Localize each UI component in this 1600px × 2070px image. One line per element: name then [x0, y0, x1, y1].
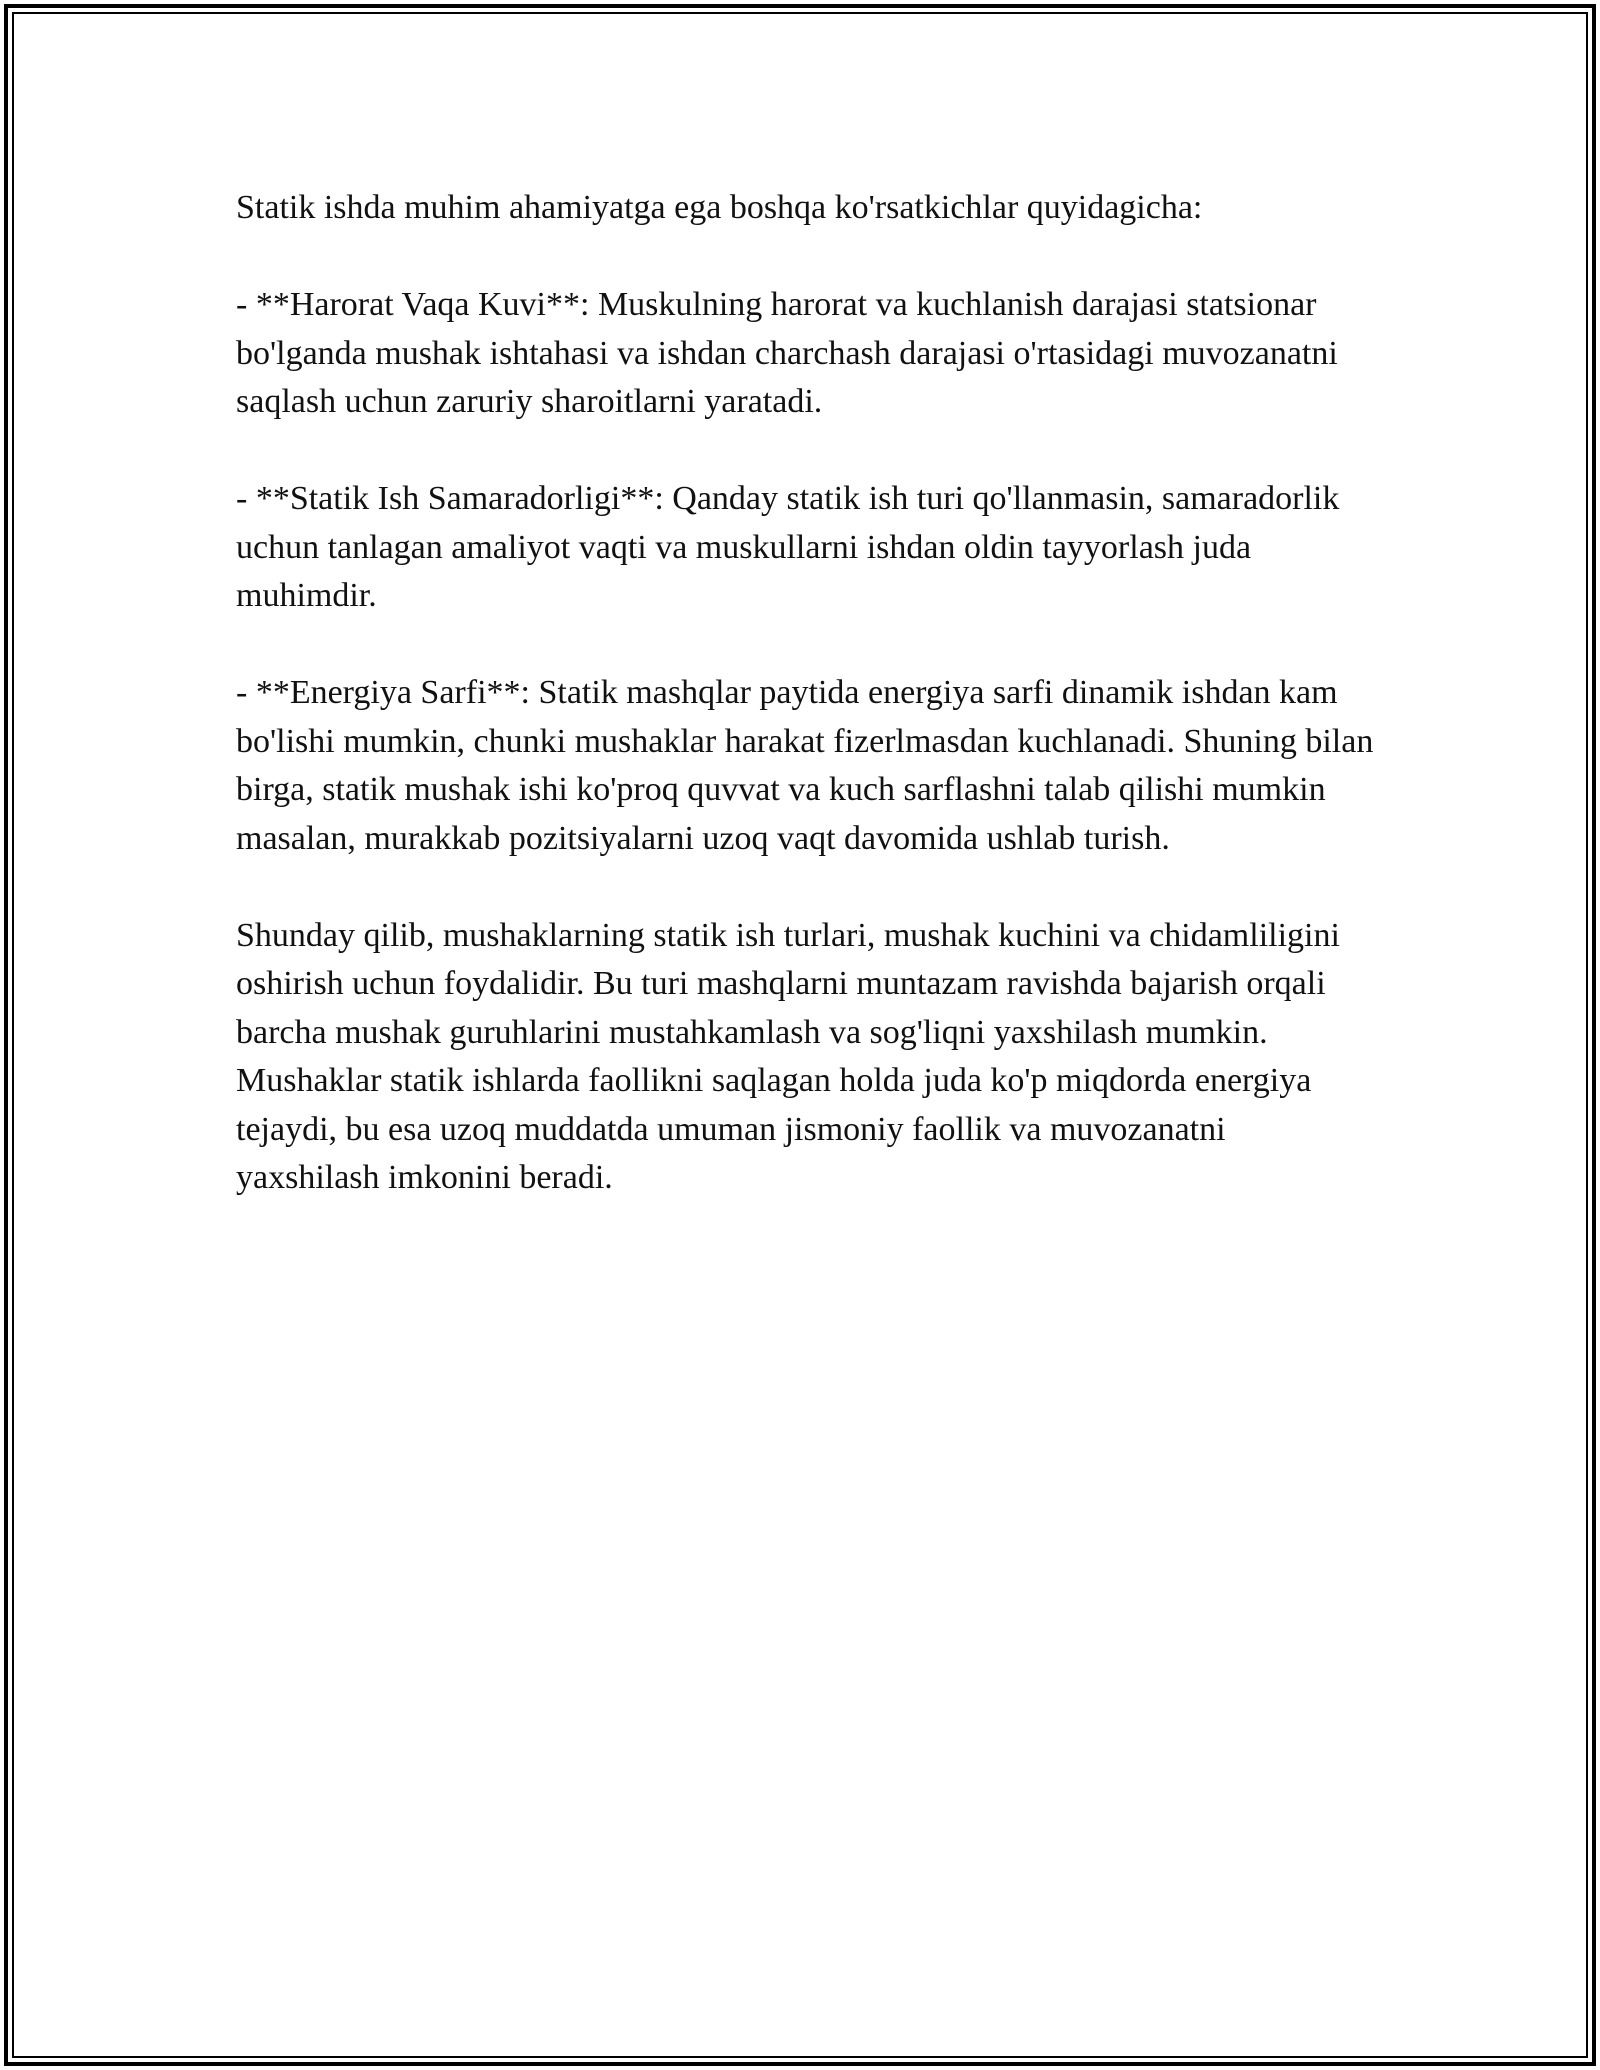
bullet-statik-ish-samaradorligi: - **Statik Ish Samaradorligi**: Qanday statik ish turi qo'llanmasin, samaradorlik uchun tanlagan amaliyot vaqti va muskullarni ishdan oldin tayyorlash juda muhimdir. — [236, 480, 1340, 614]
bullet-energiya-sarfi: - **Energiya Sarfi**: Statik mashqlar paytida energiya sarfi dinamik ishdan kam bo'lishi mumkin, chunki mushaklar harakat fizerlmasdan kuchlanadi. Shuning bilan birga, statik mushak ishi ko'proq quvvat va kuch sarflashni talab qilishi mumkin masalan, murakkab pozitsiyalarni uzoq vaqt davomida ushlab turish. — [236, 674, 1374, 857]
document-body — [236, 184, 1376, 1251]
intro-paragraph: Statik ishda muhim ahamiyatga ega boshqa ko'rsatkichlar quyidagicha: — [236, 189, 1203, 226]
conclusion-paragraph: Shunday qilib, mushaklarning statik ish turlari, mushak kuchini va chidamliligini oshirish uchun foydalidir. Bu turi mashqlarni muntazam ravishda bajarish orqali barcha mushak guruhlarini mustahkamlash va sog'liqni yaxshilash mumkin. Mushaklar statik ishlarda faollikni saqlagan holda juda ko'p miqdorda energiya tejaydi, bu esa uzoq muddatda umuman jismoniy faollik va muvozanatni yaxshilash imkonini beradi. — [236, 916, 1340, 1196]
bullet-harorat-vaqa-kuvi: - **Harorat Vaqa Kuvi**: Muskulning harorat va kuchlanish darajasi statsionar bo'lganda mushak ishtahasi va ishdan charchash darajasi o'rtasidagi muvozanatni saqlash uchun zaruriy sharoitlarni yaratadi. — [236, 286, 1338, 420]
